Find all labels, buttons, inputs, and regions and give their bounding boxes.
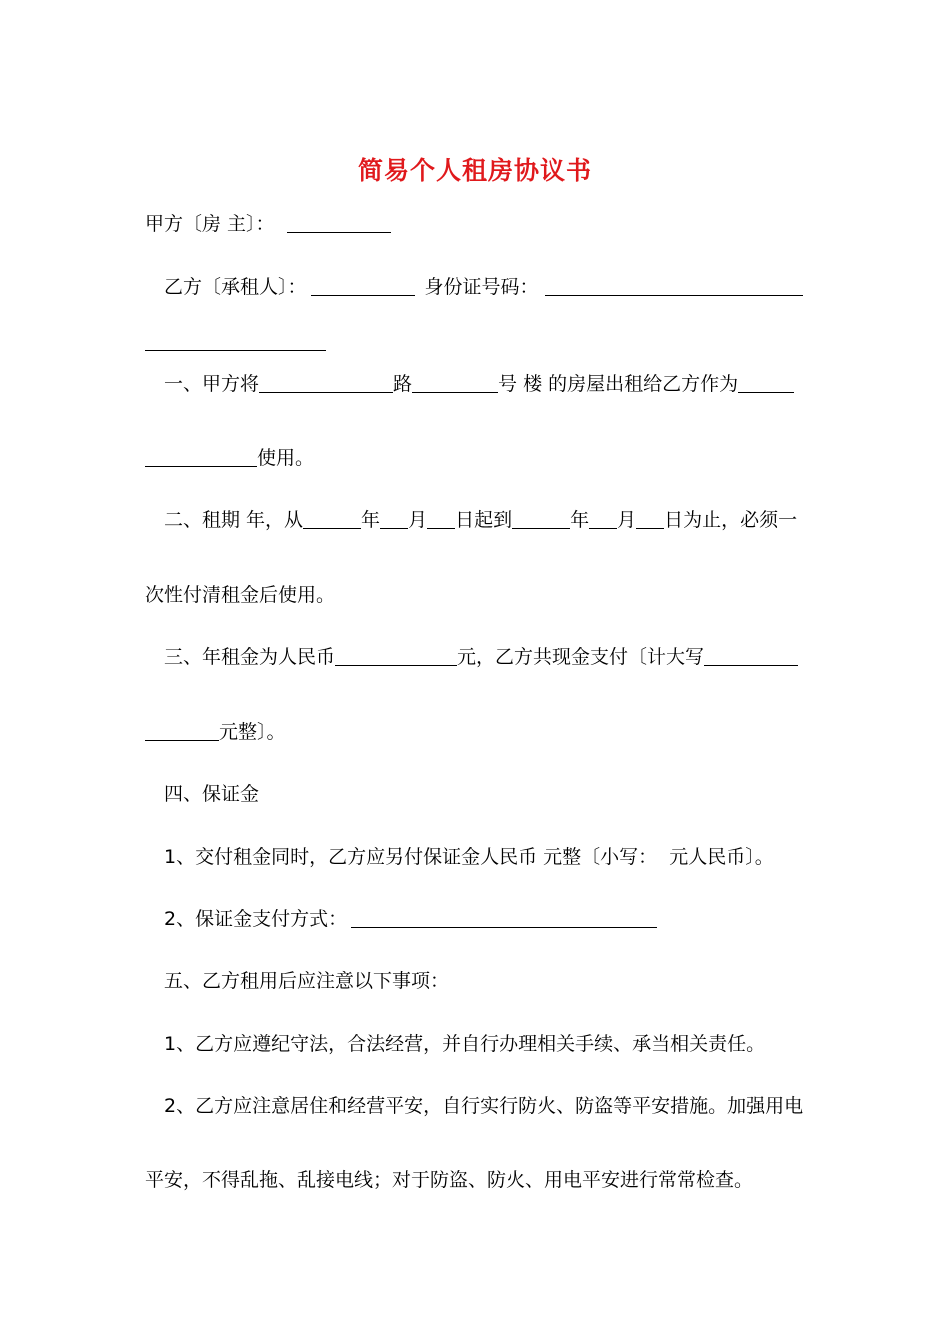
clause-5-title: 五、乙方租用后应注意以下事项： [164, 970, 450, 992]
clause-3-text-3: 元整〕。 [219, 721, 286, 743]
clause-1-line [145, 367, 805, 401]
clause-2-text-2: 次性付清租金后使用。 [145, 584, 336, 606]
clause-1-text: 一、甲方将 [164, 373, 260, 395]
clause-4-title: 四、保证金 [164, 783, 260, 805]
clause-5-2-line [145, 1089, 805, 1123]
id-number-label: 身份证号码： [424, 276, 539, 298]
road-blank [259, 390, 393, 393]
clause-2-text: 二、租期 年，从 [164, 509, 304, 531]
road-label: 路 [393, 373, 413, 395]
id-number-blank [545, 293, 803, 296]
day-from-label: 日起到 [455, 509, 513, 531]
clause-5-2-continued [145, 1163, 805, 1197]
use-blank-2 [145, 464, 257, 467]
deposit-method-blank [351, 925, 657, 928]
clause-3-text: 三、年租金为人民币 [164, 646, 336, 668]
number-blank [412, 390, 498, 393]
clause-3-continued [145, 715, 805, 749]
day-until-label: 日为止，必须一 [664, 509, 798, 531]
year-label-2: 年 [570, 509, 590, 531]
party-a-blank [287, 230, 391, 233]
rent-capital-blank-2 [145, 738, 219, 741]
clause-4-1-text: 1、交付租金同时，乙方应另付保证金人民币 元整〔小写： 元人民币〕。 [164, 846, 774, 868]
clause-5-1-text: 1、乙方应遵纪守法，合法经营，并自行办理相关手续、承当相关责任。 [164, 1033, 766, 1055]
from-day-blank [427, 526, 455, 529]
clause-1-text-2: 号 楼 的房屋出租给乙方作为 [498, 373, 739, 395]
clause-3-line [145, 640, 805, 674]
use-label: 使用。 [257, 447, 315, 469]
clause-5-heading [145, 964, 805, 998]
id-number-blank-2 [145, 348, 326, 351]
clause-1-continued [145, 441, 805, 475]
clause-2-continued [145, 578, 805, 612]
to-year-blank [512, 526, 570, 529]
party-b-label: 乙方〔承租人〕： [164, 276, 307, 298]
month-label-2: 月 [617, 509, 637, 531]
party-b-blank [311, 293, 415, 296]
rent-capital-blank [704, 663, 798, 666]
party-a-line [145, 207, 805, 241]
clause-4-2-text: 2、保证金支付方式： [164, 908, 348, 930]
party-b-line [145, 270, 805, 304]
use-blank [738, 390, 794, 393]
from-year-blank [303, 526, 361, 529]
year-label: 年 [361, 509, 381, 531]
clause-4-heading [145, 777, 805, 811]
clause-5-2-text-2: 平安，不得乱拖、乱接电线；对于防盗、防火、用电平安进行常常检查。 [145, 1169, 754, 1191]
from-month-blank [380, 526, 408, 529]
to-month-blank [589, 526, 617, 529]
rent-amount-blank [335, 663, 457, 666]
id-number-continued [145, 325, 805, 359]
clause-5-1-line [145, 1027, 805, 1061]
month-label: 月 [408, 509, 428, 531]
to-day-blank [636, 526, 664, 529]
clause-3-text-2: 元，乙方共现金支付〔计大写 [457, 646, 705, 668]
party-a-label: 甲方〔房 主〕： [145, 213, 275, 235]
clause-2-line [145, 503, 805, 537]
clause-4-2-line [145, 902, 805, 936]
clause-5-2-text: 2、乙方应注意居住和经营平安，自行实行防火、防盗等平安措施。加强用电 [164, 1095, 804, 1117]
clause-4-1-line [145, 840, 805, 874]
document-title: 简易个人租房协议书 [357, 156, 592, 185]
